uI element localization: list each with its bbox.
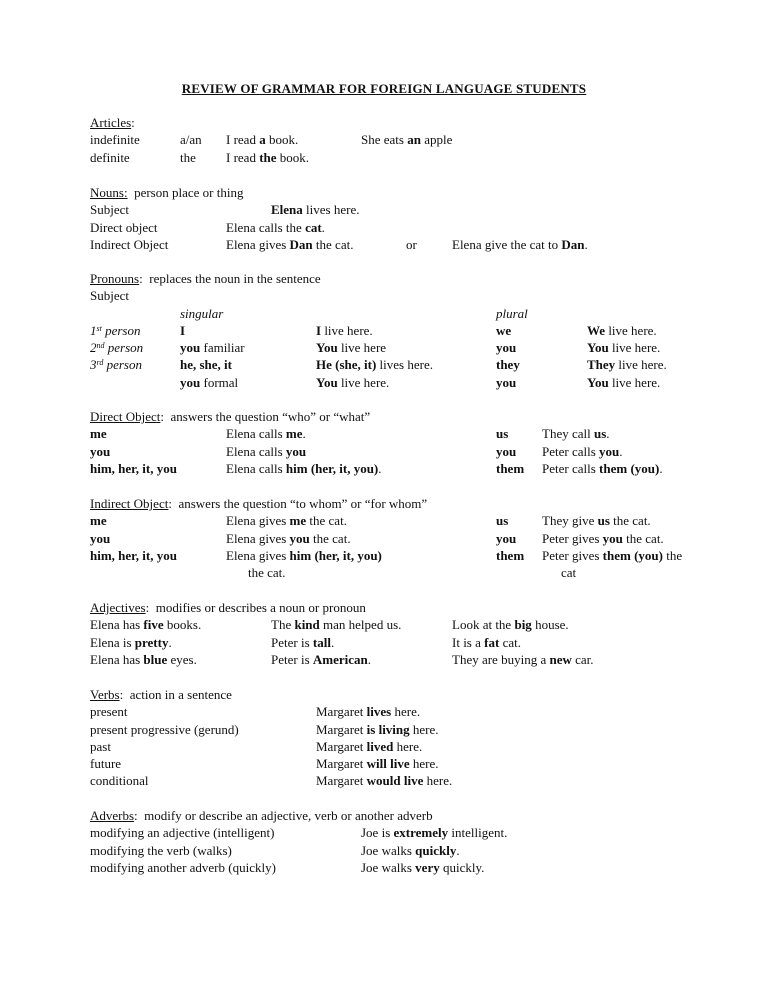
singular-example: Elena gives you the cat. <box>226 530 351 546</box>
example-text: Elena give the cat to Dan. <box>452 236 588 252</box>
direct-object-description: answers the question “who” or “what” <box>170 409 371 424</box>
singular-header: singular <box>180 305 224 321</box>
adverbs-section <box>90 807 730 876</box>
plural-example: They call us. <box>542 426 610 442</box>
adjectives-heading: Adjectives <box>90 600 146 615</box>
plural-example: Peter calls them (you). <box>542 460 663 476</box>
nouns-description: person place or thing <box>134 185 244 200</box>
plural-example: They give us the cat. <box>542 513 651 529</box>
subject-label: Subject <box>90 288 129 304</box>
singular-example: Elena calls me. <box>226 426 306 442</box>
singular-example: I live here. <box>316 322 373 338</box>
example-text: Elena has five books. <box>90 617 202 633</box>
pronouns-heading: Pronouns <box>90 271 140 286</box>
example-text: I read a book. <box>226 132 299 148</box>
pronoun-row <box>90 322 730 339</box>
object-row <box>90 547 730 564</box>
singular-example: You live here <box>316 340 387 356</box>
articles-definite-row <box>90 149 730 166</box>
verbs-heading-row: Verbs: action in a sentence <box>90 687 232 702</box>
singular-pronoun: you <box>90 530 111 546</box>
example-text: Margaret is living here. <box>316 721 439 737</box>
pronoun-rows <box>90 322 730 391</box>
row-label: definite <box>90 149 130 165</box>
example-text: The kind man helped us. <box>271 617 402 633</box>
singular-example: Elena calls him (her, it, you). <box>226 460 382 476</box>
example-text: Elena lives here. <box>271 202 360 218</box>
adverbs-description: modify or describe an adjective, verb or another adverb <box>144 808 433 823</box>
plural-pronoun: them <box>496 547 525 563</box>
row-label: indefinite <box>90 132 140 148</box>
object-row <box>90 460 730 477</box>
example-text: Margaret lived here. <box>316 738 423 754</box>
example-text: It is a fat cat. <box>452 634 521 650</box>
wrapped-text: the cat. <box>248 565 286 581</box>
example-text: Peter is American. <box>271 651 372 667</box>
plural-pronoun: us <box>496 513 509 529</box>
nouns-heading-row <box>90 184 730 201</box>
plural-example: We live here. <box>587 322 657 338</box>
singular-pronoun: he, she, it <box>180 357 232 373</box>
adverbs-heading: Adverbs <box>90 808 135 823</box>
object-row <box>90 443 730 460</box>
singular-example: Elena gives me the cat. <box>226 513 347 529</box>
verb-row <box>90 738 730 755</box>
direct-object-heading: Direct Object <box>90 409 161 424</box>
article-word: the <box>180 149 196 165</box>
example-text: Elena is pretty. <box>90 634 172 650</box>
adjectives-heading-row: Adjectives: modifies or describes a noun or pronoun <box>90 600 366 615</box>
indirect-object-section <box>90 495 730 581</box>
or-word: or <box>406 236 417 252</box>
tense-label: future <box>90 756 122 772</box>
pronouns-subject-row <box>90 287 730 304</box>
singular-example: He (she, it) lives here. <box>316 357 433 373</box>
plural-pronoun: you <box>496 340 517 356</box>
singular-example: Elena calls you <box>226 443 307 459</box>
plural-example: You live here. <box>587 374 661 390</box>
plural-pronoun: you <box>496 530 517 546</box>
pronoun-row <box>90 356 730 373</box>
verbs-section <box>90 686 730 790</box>
tense-label: present <box>90 704 128 720</box>
singular-pronoun: me <box>90 513 107 529</box>
verbs-heading: Verbs <box>90 687 120 702</box>
singular-example: You live here. <box>316 374 390 390</box>
singular-pronoun: I <box>180 322 186 338</box>
object-row <box>90 530 730 547</box>
articles-indefinite-row <box>90 131 730 148</box>
adjective-row <box>90 616 730 633</box>
singular-pronoun: me <box>90 426 107 442</box>
article-word: a/an <box>180 132 202 148</box>
row-label: Direct object <box>90 219 158 235</box>
plural-pronoun: us <box>496 426 509 442</box>
wrap-row <box>90 564 730 581</box>
adjective-row <box>90 634 730 651</box>
example-text: Margaret would live here. <box>316 773 453 789</box>
plural-pronoun: you <box>496 374 517 390</box>
plural-example: They live here. <box>587 357 667 373</box>
pronoun-row <box>90 374 730 391</box>
pronouns-heading-row: Pronouns: replaces the noun in the sentence <box>90 271 321 286</box>
adverb-row <box>90 859 730 876</box>
verbs-description: action in a sentence <box>129 687 232 702</box>
articles-section <box>90 114 730 166</box>
adjectives-section <box>90 599 730 668</box>
plural-pronoun: them <box>496 460 525 476</box>
nouns-subject-row <box>90 201 730 218</box>
nouns-heading: Nouns: <box>90 185 128 200</box>
example-text: Joe walks very quickly. <box>361 859 485 875</box>
plural-header: plural <box>496 305 528 321</box>
direct-object-heading-row: Direct Object: answers the question “who” or “what” <box>90 409 371 424</box>
singular-pronoun: you <box>90 443 111 459</box>
usage-label: modifying the verb (walks) <box>90 842 232 858</box>
plural-example: Peter gives you the cat. <box>542 530 664 546</box>
adverbs-heading-row: Adverbs: modify or describe an adjective, verb or another adverb <box>90 808 433 823</box>
singular-pronoun: him, her, it, you <box>90 460 177 476</box>
example-text: They are buying a new car. <box>452 651 594 667</box>
example-text: Margaret lives here. <box>316 704 421 720</box>
singular-example: Elena gives him (her, it, you) <box>226 547 382 563</box>
pronouns-section <box>90 270 730 391</box>
adverb-row <box>90 842 730 859</box>
example-text: Look at the big house. <box>452 617 569 633</box>
plural-example: Peter gives them (you) the <box>542 547 683 563</box>
tense-label: conditional <box>90 773 149 789</box>
row-label: Indirect Object <box>90 236 169 252</box>
example-text: I read the book. <box>226 149 310 165</box>
pronoun-row <box>90 339 730 356</box>
tense-label: present progressive (gerund) <box>90 721 239 737</box>
singular-pronoun: you familiar <box>180 340 245 356</box>
plural-pronoun: we <box>496 322 512 338</box>
nouns-direct-row <box>90 219 730 236</box>
direct-object-section <box>90 408 730 477</box>
nouns-section <box>90 184 730 253</box>
verb-row <box>90 703 730 720</box>
example-text: Joe is extremely intelligent. <box>361 825 508 841</box>
plural-example: You live here. <box>587 340 661 356</box>
page-title: REVIEW OF GRAMMAR FOR FOREIGN LANGUAGE STUDENTS <box>181 81 587 96</box>
row-label: Subject <box>90 202 129 218</box>
example-text: Peter is tall. <box>271 634 335 650</box>
example-text: Margaret will live here. <box>316 756 439 772</box>
adjectives-description: modifies or describes a noun or pronoun <box>155 600 366 615</box>
object-row <box>90 512 730 529</box>
person-label: 2nd person <box>90 340 144 356</box>
verb-row <box>90 755 730 772</box>
indirect-object-description: answers the question “to whom” or “for whom” <box>178 496 428 511</box>
tense-label: past <box>90 738 111 754</box>
plural-pronoun: you <box>496 443 517 459</box>
plural-pronoun: they <box>496 357 520 373</box>
object-row <box>90 425 730 442</box>
example-text: Elena calls the cat. <box>226 219 325 235</box>
pronouns-description: replaces the noun in the sentence <box>149 271 321 286</box>
nouns-indirect-row <box>90 236 730 253</box>
example-text: Joe walks quickly. <box>361 842 460 858</box>
person-label: 1st person <box>90 322 141 338</box>
wrapped-text: cat <box>561 565 577 581</box>
verb-row <box>90 721 730 738</box>
example-text: Elena gives Dan the cat. <box>226 236 354 252</box>
person-label: 3rd person <box>90 357 142 373</box>
indirect-object-heading-row: Indirect Object: answers the question “to whom” or “for whom” <box>90 496 428 511</box>
example-text: She eats an apple <box>361 132 453 148</box>
verb-row <box>90 772 730 789</box>
articles-heading: Articles <box>90 115 132 130</box>
example-text: Elena has blue eyes. <box>90 651 197 667</box>
usage-label: modifying an adjective (intelligent) <box>90 825 275 841</box>
adjective-row <box>90 651 730 668</box>
singular-pronoun: you formal <box>180 374 239 390</box>
usage-label: modifying another adverb (quickly) <box>90 859 276 875</box>
indirect-object-heading: Indirect Object <box>90 496 169 511</box>
plural-example: Peter calls you. <box>542 443 623 459</box>
articles-heading-row: Articles: <box>90 115 135 130</box>
adverb-row <box>90 824 730 841</box>
pronouns-column-headers <box>90 305 730 322</box>
singular-pronoun: him, her, it, you <box>90 547 177 563</box>
